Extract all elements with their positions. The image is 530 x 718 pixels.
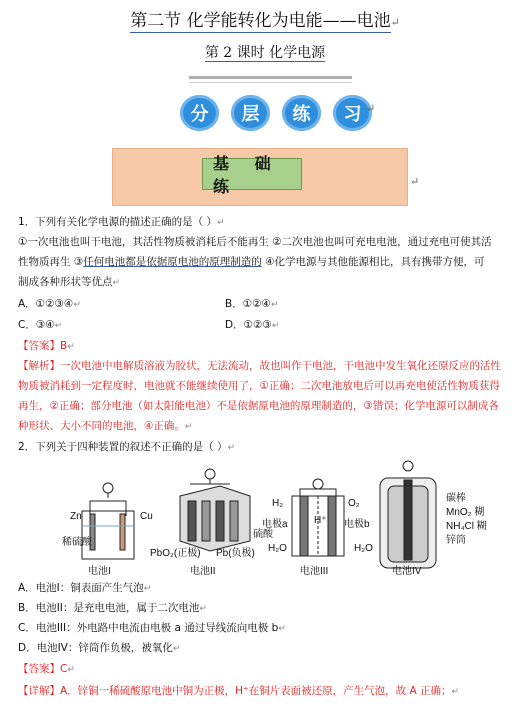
lesson-subtitle: 第 2 课时 化学电源 — [204, 45, 326, 61]
cell-3-h2o-left: H₂O — [268, 543, 287, 554]
cell-3-h2o-right: H₂O — [354, 543, 373, 554]
page-title: 第二节 化学能转化为电能——电池↵ — [130, 11, 400, 31]
cell-4-mno2-label: MnO₂ 糊 — [446, 507, 485, 518]
cell-4-rod-label: 碳棒 — [446, 493, 466, 504]
banner-pill: 分 — [180, 95, 219, 131]
banner-pill: 习 — [333, 95, 372, 131]
q1-option-b: B．①②④↵ — [225, 298, 279, 310]
divider — [189, 82, 352, 83]
cell-4-name: 电池IV — [392, 566, 422, 577]
q1-explanation: 物质被消耗到一定程度时，电池就不能继续使用了，①正确；二次电池放电后可以再充电使活性物质获得 — [18, 380, 500, 392]
cell-2-neg-label: Pb(负极) — [216, 548, 255, 559]
cell-4-diagram — [380, 461, 436, 568]
cell-1-right-label: Cu — [140, 511, 153, 522]
q1-explanation: 【解析】一次电池中电解质溶液为胶状，无法流动，故也叫作干电池，干电池中发生氧化还原反应的活性 — [18, 360, 501, 372]
q1-statement: ①一次电池也叫干电池，其活性物质被消耗后不能再生 ②二次电池也叫可充电电池，通过充电可使其活 — [18, 236, 492, 248]
q1-explanation: 种形状、大小不同的电池，④正确。↵ — [18, 420, 193, 432]
return-mark: ↵ — [366, 102, 376, 115]
q2-option-b: B．电池II：是充电电池，属于二次电池↵ — [18, 602, 207, 614]
cell-1-left-label: Zn — [70, 511, 82, 522]
practice-banner — [180, 95, 372, 131]
q2-stem: 2．下列关于四种装置的叙述不正确的是（ ）↵ — [18, 441, 236, 453]
cell-2-diagram — [180, 469, 250, 551]
q2-answer: 【答案】C↵ — [18, 663, 75, 675]
cell-2-name: 电池II — [190, 566, 216, 577]
q1-option-a: A．①②③④↵ — [18, 298, 81, 310]
banner-pill: 层 — [231, 95, 270, 131]
q2-option-d: D．电池IV：锌筒作负极，被氧化↵ — [18, 642, 181, 654]
q1-stem: 1．下列有关化学电源的描述正确的是（ ）↵ — [18, 216, 225, 228]
q1-option-d: D．①②③↵ — [225, 319, 280, 331]
cell-4-zn-label: 锌筒 — [446, 535, 466, 546]
cell-2-acid-label: 硫酸 — [253, 529, 273, 540]
cell-3-o2-label: O₂ — [348, 498, 360, 509]
cell-3-h2-label: H₂ — [272, 498, 284, 509]
q2-option-a: A．电池I：铜表面产生气泡↵ — [18, 582, 152, 594]
cell-4-nh4cl-label: NH₄Cl 糊 — [446, 521, 487, 532]
q1-explanation: 再生，②正确；部分电池（如太阳能电池）不是依据原电池的原理制造的，③错误；化学电源可以制成各 — [18, 400, 499, 412]
q2-detail: 【详解】A．锌铜一稀硫酸原电池中铜为正极，H⁺在铜片表面被还原，产生气泡，故 A 正确；↵ — [18, 685, 460, 697]
cell-3-name: 电池III — [300, 566, 329, 577]
q1-answer: 【答案】B↵ — [18, 340, 75, 352]
section-heading: 基 础 练 — [202, 158, 302, 190]
q1-option-c: C．③④↵ — [18, 319, 63, 331]
cell-1-liquid-label: 稀硫酸 — [62, 537, 92, 548]
cell-3-hplus-label: H⁺ — [314, 515, 327, 526]
return-mark: ↵ — [410, 175, 420, 188]
q2-option-c: C．电池III：外电路中电流由电极 a 通过导线流向电极 b↵ — [18, 622, 286, 634]
cell-1-name: 电池I — [88, 566, 111, 577]
q1-statement: 性物质再生 ③任何电池都是依据原电池的原理制造的 ④化学电源与其他能源相比，具有携带方便，可 — [18, 256, 485, 268]
cell-3-electrode-a: 电极a — [262, 519, 288, 530]
banner-pill: 练 — [282, 95, 321, 131]
cell-3-electrode-b: 电极b — [344, 519, 370, 530]
cell-2-pos-label: PbO₂(正极) — [150, 548, 201, 559]
q1-statement: 制成各种形状等优点↵ — [18, 276, 121, 288]
divider — [189, 76, 352, 79]
